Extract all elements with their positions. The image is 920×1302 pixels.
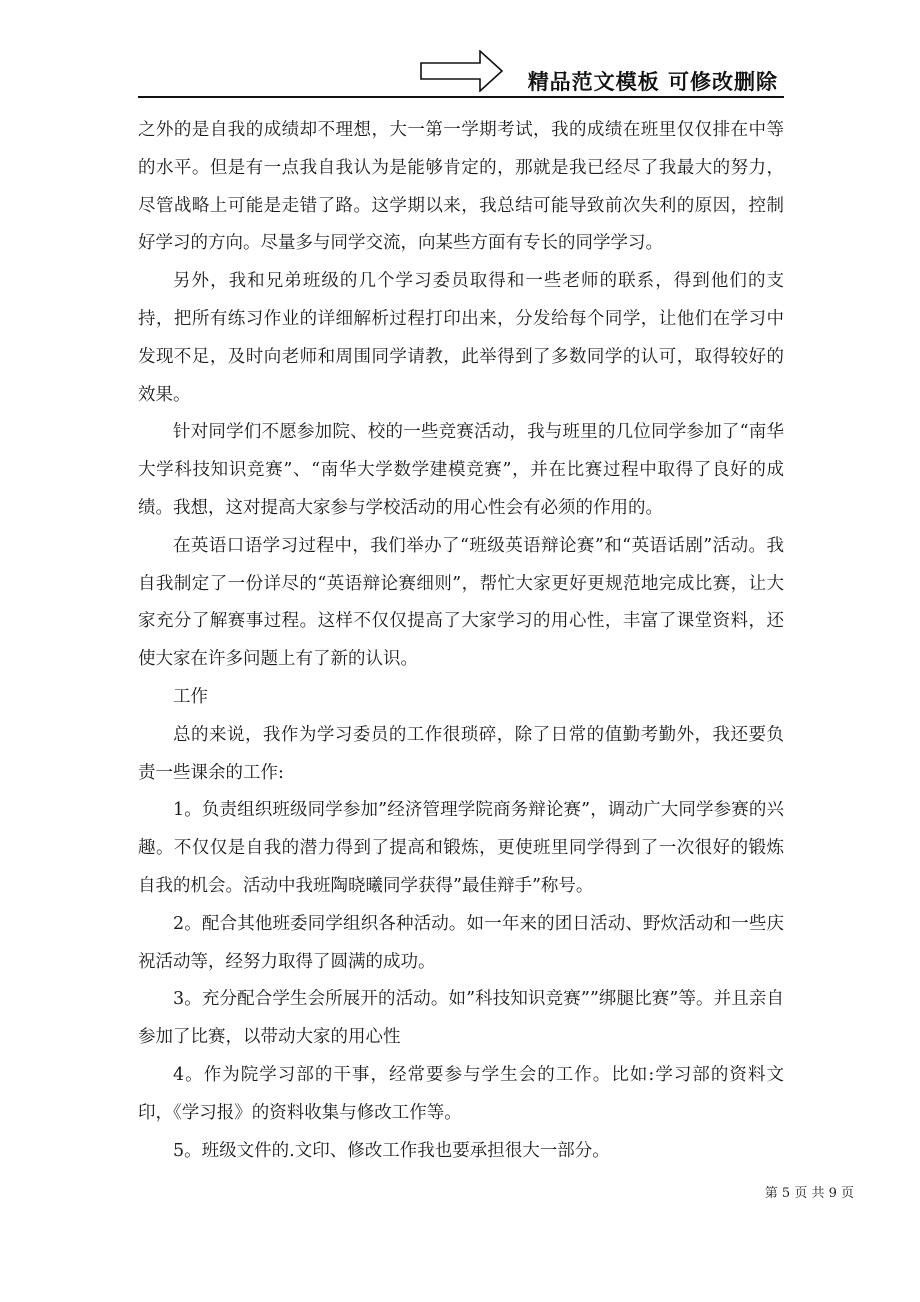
- list-item: 5。班级文件的.文印、修改工作我也要承担很大一部分。: [173, 1140, 610, 1161]
- page-number: 第 5 页 共 9 页: [764, 1186, 854, 1201]
- header-title: 精品范文模板 可修改删除: [527, 70, 778, 94]
- list-item: 1。负责组织班级同学参加”经济管理学院商务辩论赛”，调动广大同学参赛的兴趣。不仅仅是自我的潜力得到了提高和锻炼，更使班里同学得到了一次很好的锻炼自我的机会。活动中我班陶晓曦同学获得”最佳辩手”称号。: [138, 800, 784, 896]
- header-divider: [138, 96, 784, 98]
- paragraph: 针对同学们不愿参加院、校的一些竞赛活动，我与班里的几位同学参加了“南华大学科技知识竞赛”、“南华大学数学建模竞赛”，并在比赛过程中取得了良好的成绩。我想，这对提高大家参与学校活动的用心性会有必须的作用的。: [138, 422, 784, 518]
- paragraph: 在英语口语学习过程中，我们举办了“班级英语辩论赛”和“英语话剧”活动。我自我制定了一份详尽的“英语辩论赛细则”，帮忙大家更好更规范地完成比赛，让大家充分了解赛事过程。这样不仅仅提高了大家学习的用心性，丰富了课堂资料，还使大家在许多问题上有了新的认识。: [138, 535, 784, 670]
- list-item: 2。配合其他班委同学组织各种活动。如一年来的团日活动、野炊活动和一些庆祝活动等，经努力取得了圆满的成功。: [138, 913, 784, 972]
- page-header: [138, 50, 784, 98]
- list-item: 4。作为院学习部的干事，经常要参与学生会的工作。比如:学习部的资料文印，《学习报》的资料收集与修改工作等。: [138, 1064, 784, 1123]
- section-heading: 工作: [173, 686, 208, 707]
- paragraph: 总的来说，我作为学习委员的工作很琐碎，除了日常的值勤考勤外，我还要负责一些课余的工作:: [138, 724, 784, 783]
- list-item: 3。充分配合学生会所展开的活动。如”科技知识竞赛””绑腿比赛”等。并且亲自参加了比赛，以带动大家的用心性: [138, 989, 784, 1048]
- right-arrow-icon: [420, 50, 504, 92]
- paragraph: 另外，我和兄弟班级的几个学习委员取得和一些老师的联系，得到他们的支持，把所有练习作业的详细解析过程打印出来，分发给每个同学，让他们在学习中发现不足，及时向老师和周围同学请教，此举得到了多数同学的认可，取得较好的效果。: [138, 271, 784, 405]
- document-body: [138, 112, 784, 1170]
- paragraph: 之外的是自我的成绩却不理想，大一第一学期考试，我的成绩在班里仅仅排在中等的水平。但是有一点我自我认为是能够肯定的，那就是我已经尽了我最大的努力，尽管战略上可能是走错了路。这学期以来，我总结可能导致前次失利的原因，控制好学习的方向。尽量多与同学交流，向某些方面有专长的同学学习。: [138, 120, 784, 254]
